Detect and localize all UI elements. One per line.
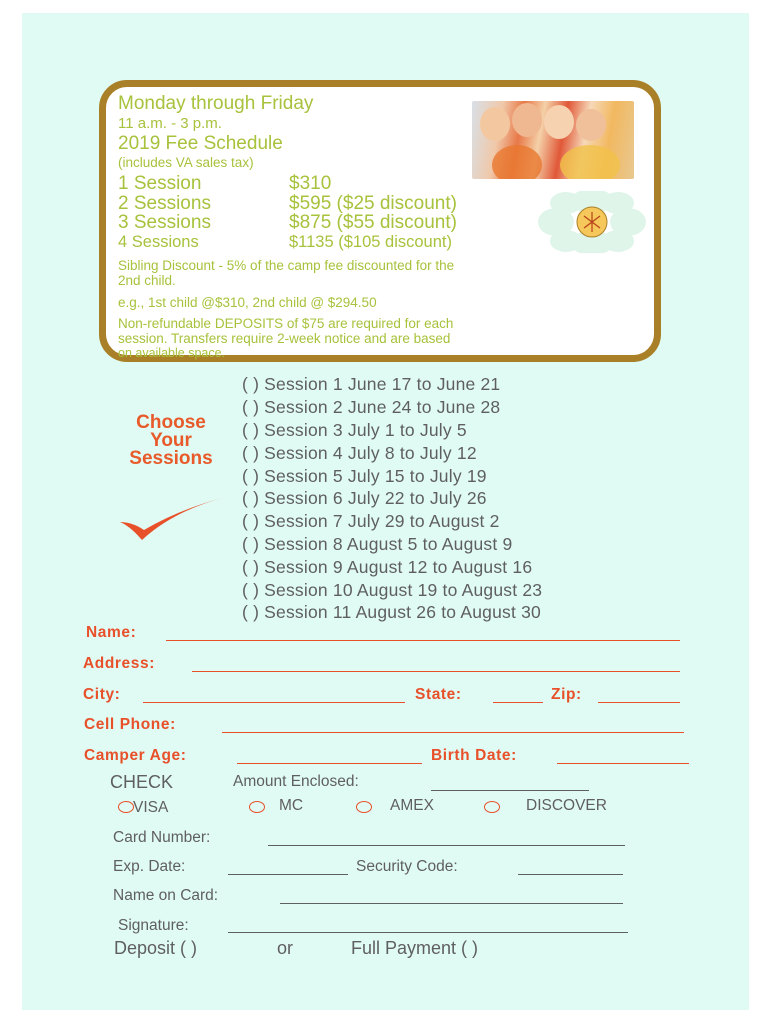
address-label: Address: — [83, 655, 155, 672]
fee-label-2: 2 Sessions — [118, 193, 211, 214]
fee-label-1: 1 Session — [118, 173, 202, 194]
fee-schedule-box — [99, 80, 661, 362]
amount-enclosed-label: Amount Enclosed: — [233, 773, 359, 790]
mc-radio[interactable] — [249, 801, 265, 813]
checkmark-icon — [118, 496, 224, 542]
session-option[interactable]: ( ) Session 2 June 24 to June 28 — [242, 397, 501, 417]
zip-field[interactable] — [598, 702, 680, 703]
visa-label: VISA — [133, 799, 169, 816]
deposit-note-line-2: session. Transfers require 2-week notice and are based — [118, 331, 451, 346]
amex-label: AMEX — [390, 797, 434, 814]
session-option[interactable]: ( ) Session 5 July 15 to July 19 — [242, 466, 487, 486]
city-label: City: — [83, 686, 121, 703]
card-number-field[interactable] — [268, 845, 625, 846]
visa-radio[interactable] — [118, 801, 134, 813]
session-option[interactable]: ( ) Session 4 July 8 to July 12 — [242, 443, 477, 463]
card-number-label: Card Number: — [113, 829, 211, 846]
signature-field[interactable] — [228, 932, 628, 933]
security-code-label: Security Code: — [356, 858, 458, 875]
hours: 11 a.m. - 3 p.m. — [118, 115, 222, 132]
name-field[interactable] — [166, 640, 680, 641]
choose-sessions-heading: Choose Your Sessions — [129, 412, 213, 469]
mc-label: MC — [279, 797, 304, 814]
sibling-discount-line-1: Sibling Discount - 5% of the camp fee discounted for the — [118, 258, 455, 273]
kids-photo — [472, 101, 634, 179]
check-option[interactable]: CHECK — [110, 772, 174, 792]
session-option[interactable]: ( ) Session 11 August 26 to August 30 — [242, 602, 541, 622]
cell-phone-field[interactable] — [222, 732, 684, 733]
discover-label: DISCOVER — [526, 797, 607, 814]
full-payment-option[interactable]: Full Payment ( ) — [351, 938, 479, 958]
tax-note: (includes VA sales tax) — [118, 155, 254, 170]
address-field[interactable] — [192, 671, 680, 672]
schedule-title: Monday through Friday — [118, 93, 314, 114]
birth-date-label: Birth Date: — [431, 747, 517, 764]
session-option[interactable]: ( ) Session 3 July 1 to July 5 — [242, 420, 467, 440]
session-option[interactable]: ( ) Session 6 July 22 to July 26 — [242, 488, 487, 508]
fee-label-4: 4 Sessions — [118, 233, 199, 251]
discover-radio[interactable] — [484, 801, 500, 813]
session-option[interactable]: ( ) Session 7 July 29 to August 2 — [242, 511, 500, 531]
cell-phone-label: Cell Phone: — [84, 716, 176, 733]
deposit-note-line-3: on available space. — [118, 346, 226, 360]
or-text: or — [277, 938, 294, 958]
state-label: State: — [415, 686, 462, 703]
city-field[interactable] — [143, 702, 405, 703]
session-option[interactable]: ( ) Session 10 August 19 to August 23 — [242, 580, 543, 600]
session-option[interactable]: ( ) Session 9 August 12 to August 16 — [242, 557, 533, 577]
fee-title: 2019 Fee Schedule — [118, 133, 283, 154]
session-option[interactable]: ( ) Session 1 June 17 to June 21 — [242, 374, 501, 394]
security-code-field[interactable] — [518, 874, 623, 875]
deposit-note-line-1: Non-refundable DEPOSITS of $75 are required for each — [118, 316, 454, 331]
name-label: Name: — [86, 624, 137, 641]
exp-date-field[interactable] — [228, 874, 348, 875]
session-option[interactable]: ( ) Session 8 August 5 to August 9 — [242, 534, 513, 554]
birth-date-field[interactable] — [557, 763, 689, 764]
zip-label: Zip: — [551, 686, 582, 703]
fee-price-2: $595 ($25 discount) — [289, 193, 457, 214]
fee-price-4: $1135 ($105 discount) — [289, 233, 452, 251]
exp-date-label: Exp. Date: — [113, 858, 186, 875]
name-on-card-field[interactable] — [280, 903, 623, 904]
amex-radio[interactable] — [356, 801, 372, 813]
fee-label-3: 3 Sessions — [118, 212, 211, 233]
camper-age-field[interactable] — [237, 763, 422, 764]
fee-price-3: $875 ($55 discount) — [289, 212, 457, 233]
deposit-option[interactable]: Deposit ( ) — [114, 938, 198, 958]
sibling-discount-line-2: 2nd child. — [118, 273, 176, 288]
amount-enclosed-field[interactable] — [431, 790, 589, 791]
name-on-card-label: Name on Card: — [113, 887, 219, 904]
state-field[interactable] — [493, 702, 543, 703]
camper-age-label: Camper Age: — [84, 747, 187, 764]
fee-price-1: $310 — [289, 173, 332, 194]
flower-icon — [538, 191, 646, 253]
discount-example: e.g., 1st child @$310, 2nd child @ $294.50 — [118, 295, 377, 310]
signature-label: Signature: — [118, 917, 189, 934]
